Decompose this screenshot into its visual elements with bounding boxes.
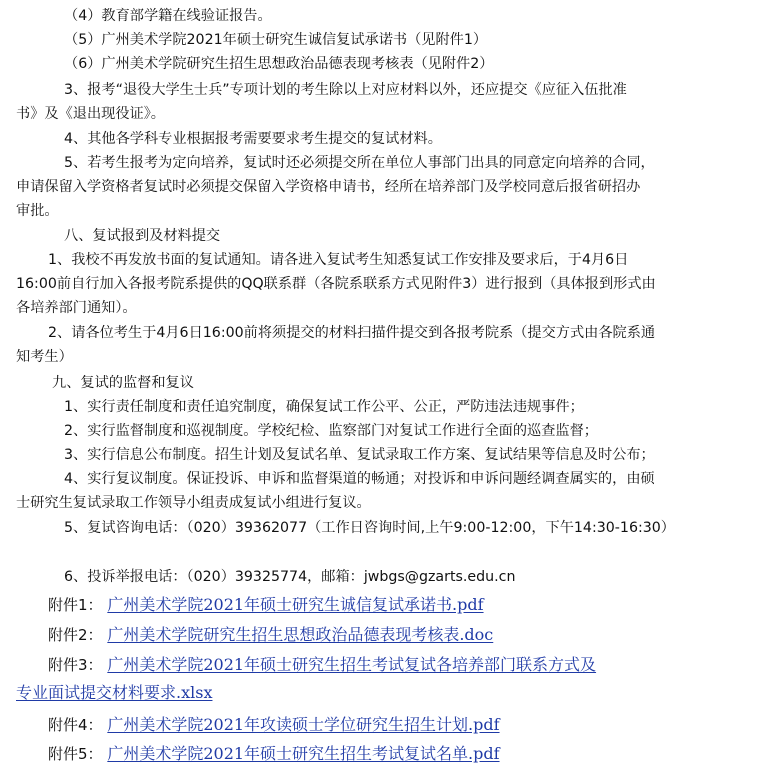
attachment-5-link[interactable]: 广州美术学院2021年硕士研究生招生考试复试名单.pdf (107, 744, 500, 763)
attachment-3 (48, 652, 596, 678)
materials-item-4: （4）教育部学籍在线验证报告。 (64, 8, 272, 24)
paragraph-3-line-1: 3、报考“退役大学生士兵”专项计划的考生除以上对应材料以外，还应提交《应征入伍批准 (64, 82, 627, 98)
attachment-2 (48, 622, 493, 648)
attachment-3-label: 附件3： (48, 656, 103, 674)
materials-item-6: （6）广州美术学院研究生招生思想政治品德表现考核表（见附件2） (64, 56, 494, 72)
attachment-4 (48, 712, 500, 738)
attachment-3-continued (16, 680, 212, 706)
section-9-item-4-line-2: 士研究生复试录取工作领导小组责成复试小组进行复议。 (16, 495, 371, 511)
section-9-item-1: 1、实行责任制度和责任追究制度，确保复试工作公平、公正，严防违法违规事件； (64, 399, 584, 415)
consult-phone: 5、复试咨询电话：（020）39362077（工作日咨询时间,上午9:00-12:00，下午14:30-16:30） (64, 520, 675, 536)
paragraph-3-line-2: 书》及《退出现役证》。 (16, 106, 165, 122)
attachment-1-label: 附件1： (48, 596, 103, 614)
attachment-1 (48, 592, 484, 618)
paragraph-5-line-2: 申请保留入学资格者复试时必须提交保留入学资格申请书，经所在培养部门及学校同意后报省研招办 (16, 179, 641, 195)
attachment-3-link[interactable]: 广州美术学院2021年硕士研究生招生考试复试各培养部门联系方式及 (107, 655, 597, 674)
paragraph-5-line-3: 审批。 (16, 203, 59, 219)
section-8-item-1-line-1: 1、我校不再发放书面的复试通知。请各进入复试考生知悉复试工作安排及要求后，于4月6日 (48, 252, 629, 268)
paragraph-4: 4、其他各学科专业根据报考需要要求考生提交的复试材料。 (64, 131, 442, 147)
attachment-3-link-continued[interactable]: 专业面试提交材料要求.xlsx (16, 683, 213, 702)
attachment-4-label: 附件4： (48, 716, 103, 734)
section-8-item-2-line-2: 知考生） (16, 349, 73, 365)
section-9-item-4-line-1: 4、实行复议制度。保证投诉、申诉和监督渠道的畅通；对投诉和申诉问题经调查属实的，由硕 (64, 471, 655, 487)
section-9-item-3: 3、实行信息公布制度。招生计划及复试名单、复试录取工作方案、复试结果等信息及时公布； (64, 447, 655, 463)
section-8-item-2-line-1: 2、请各位考生于4月6日16:00前将须提交的材料扫描件提交到各报考院系（提交方式由各院系通 (48, 325, 656, 341)
attachment-5 (48, 741, 500, 767)
section-8-item-1-line-2: 16:00前自行加入各报考院系提供的QQ联系群（各院系联系方式见附件3）进行报到（具体报到形式由 (16, 276, 656, 292)
materials-item-5: （5）广州美术学院2021年硕士研究生诚信复试承诺书（见附件1） (64, 32, 488, 48)
section-8-heading: 八、复试报到及材料提交 (64, 228, 221, 244)
section-8-item-1-line-3: 各培养部门通知）。 (16, 300, 137, 316)
attachment-1-link[interactable]: 广州美术学院2021年硕士研究生诚信复试承诺书.pdf (107, 595, 484, 614)
complaint-contact: 6、投诉举报电话：（020）39325774，邮箱：jwbgs@gzarts.edu.cn (64, 569, 516, 585)
attachment-5-label: 附件5： (48, 745, 103, 763)
section-9-heading: 九、复试的监督和复议 (52, 375, 194, 391)
section-9-item-2: 2、实行监督制度和巡视制度。学校纪检、监察部门对复试工作进行全面的巡查监督； (64, 423, 598, 439)
attachment-2-link[interactable]: 广州美术学院研究生招生思想政治品德表现考核表.doc (107, 625, 494, 644)
attachment-2-label: 附件2： (48, 626, 103, 644)
attachment-4-link[interactable]: 广州美术学院2021年攻读硕士学位研究生招生计划.pdf (107, 715, 500, 734)
paragraph-5-line-1: 5、若考生报考为定向培养，复试时还必须提交所在单位人事部门出具的同意定向培养的合同， (64, 155, 655, 171)
